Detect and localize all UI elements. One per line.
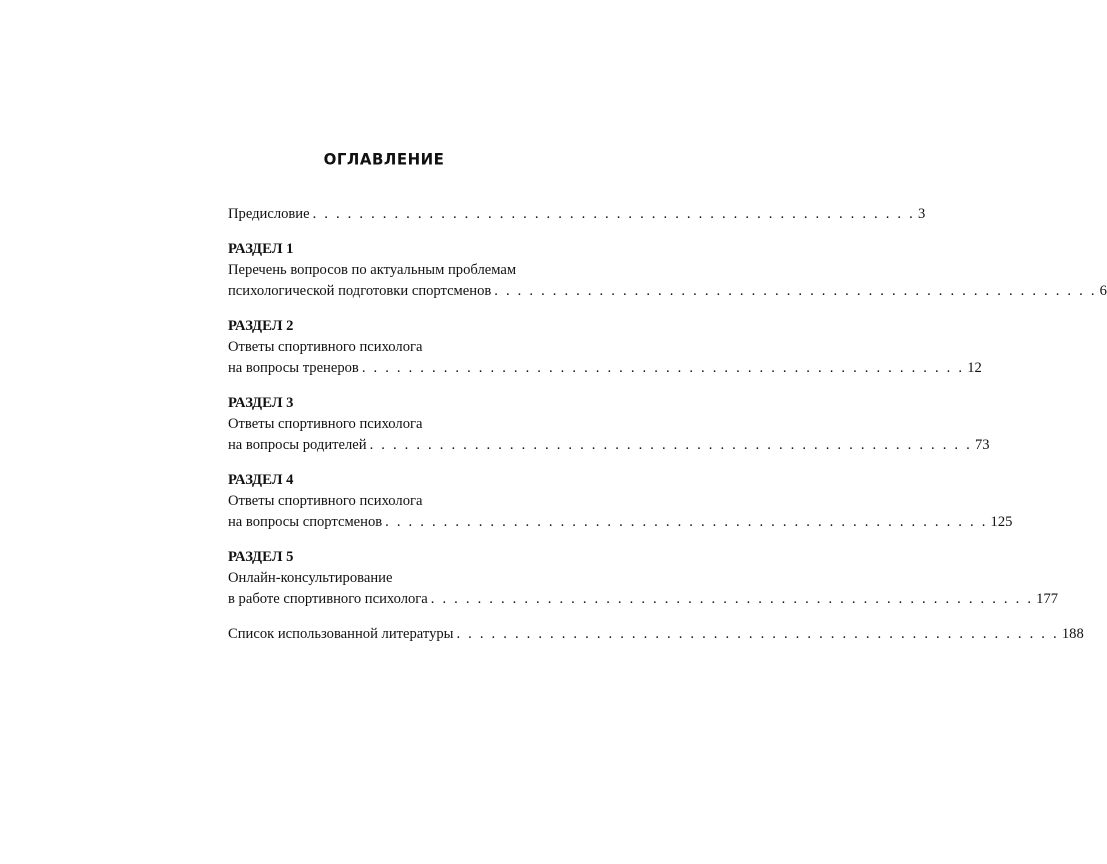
section-label: РАЗДЕЛ 1 <box>228 241 294 257</box>
toc-entry-section-5[interactable] <box>228 547 1059 610</box>
page-number: 73 <box>974 437 990 453</box>
toc-entry-preface[interactable] <box>228 204 926 225</box>
toc-line <box>228 512 1013 533</box>
toc-line <box>228 435 990 456</box>
page-number: 188 <box>1061 626 1084 642</box>
page-number: 12 <box>967 360 982 376</box>
toc-entry-title-end: на вопросы тренеров <box>228 360 359 376</box>
toc-entry-section-3[interactable] <box>228 393 990 456</box>
page-number: 125 <box>990 514 1013 530</box>
toc-entry-bibliography[interactable] <box>228 624 1084 645</box>
dot-leader: . . . . . . . . . . . . . . . . . . . . . . . . . . . . . . . . . . . . . . . . . . . . . . . . . . . . <box>456 626 1059 642</box>
toc-line <box>228 281 1107 302</box>
toc-entry-section-2[interactable] <box>228 316 982 379</box>
toc-entry-title: Перечень вопросов по актуальным проблемам <box>228 262 517 278</box>
toc-line <box>228 624 1084 645</box>
dot-leader: . . . . . . . . . . . . . . . . . . . . . . . . . . . . . . . . . . . . . . . . . . . . . . . . . . . . <box>361 360 965 376</box>
toc-line <box>228 358 982 379</box>
section-label: РАЗДЕЛ 4 <box>228 472 294 488</box>
section-label: РАЗДЕЛ 2 <box>228 318 294 334</box>
toc-line <box>228 204 926 225</box>
toc-entry-title-end: в работе спортивного психолога <box>228 591 428 607</box>
dot-leader: . . . . . . . . . . . . . . . . . . . . . . . . . . . . . . . . . . . . . . . . . . . . . . . . . . . . <box>430 591 1034 607</box>
toc-entry-title: Ответы спортивного психолога <box>228 493 423 509</box>
toc-entry-title: Онлайн-консультирование <box>228 570 393 586</box>
dot-leader: . . . . . . . . . . . . . . . . . . . . . . . . . . . . . . . . . . . . . . . . . . . . . . . . . . . . <box>312 206 915 222</box>
page-title: ОГЛАВЛЕНИЕ <box>323 149 445 169</box>
dot-leader: . . . . . . . . . . . . . . . . . . . . . . . . . . . . . . . . . . . . . . . . . . . . . . . . . . . . <box>494 283 1097 299</box>
toc-entry-section-4[interactable] <box>228 470 1013 533</box>
page-number: 177 <box>1036 591 1059 607</box>
toc-entry-title: Ответы спортивного психолога <box>228 416 423 432</box>
toc-entry-title: Ответы спортивного психолога <box>228 339 423 355</box>
toc-entry-title-end: на вопросы родителей <box>228 437 367 453</box>
toc-entry-title-end: психологической подготовки спортсменов <box>228 283 492 299</box>
toc-entry-title-end: на вопросы спортсменов <box>228 514 383 530</box>
toc-entry-title: Предисловие <box>228 206 310 222</box>
section-label: РАЗДЕЛ 5 <box>228 549 294 565</box>
toc-line <box>228 589 1059 610</box>
dot-leader: . . . . . . . . . . . . . . . . . . . . . . . . . . . . . . . . . . . . . . . . . . . . . . . . . . . . <box>369 437 972 453</box>
toc-entry-section-1[interactable] <box>228 239 1107 302</box>
page-number: 6 <box>1099 283 1107 299</box>
dot-leader: . . . . . . . . . . . . . . . . . . . . . . . . . . . . . . . . . . . . . . . . . . . . . . . . . . . . <box>385 514 988 530</box>
table-of-contents <box>228 204 1107 645</box>
page-number: 3 <box>917 206 926 222</box>
toc-entry-title: Список использованной литературы <box>228 626 454 642</box>
section-label: РАЗДЕЛ 3 <box>228 395 294 411</box>
